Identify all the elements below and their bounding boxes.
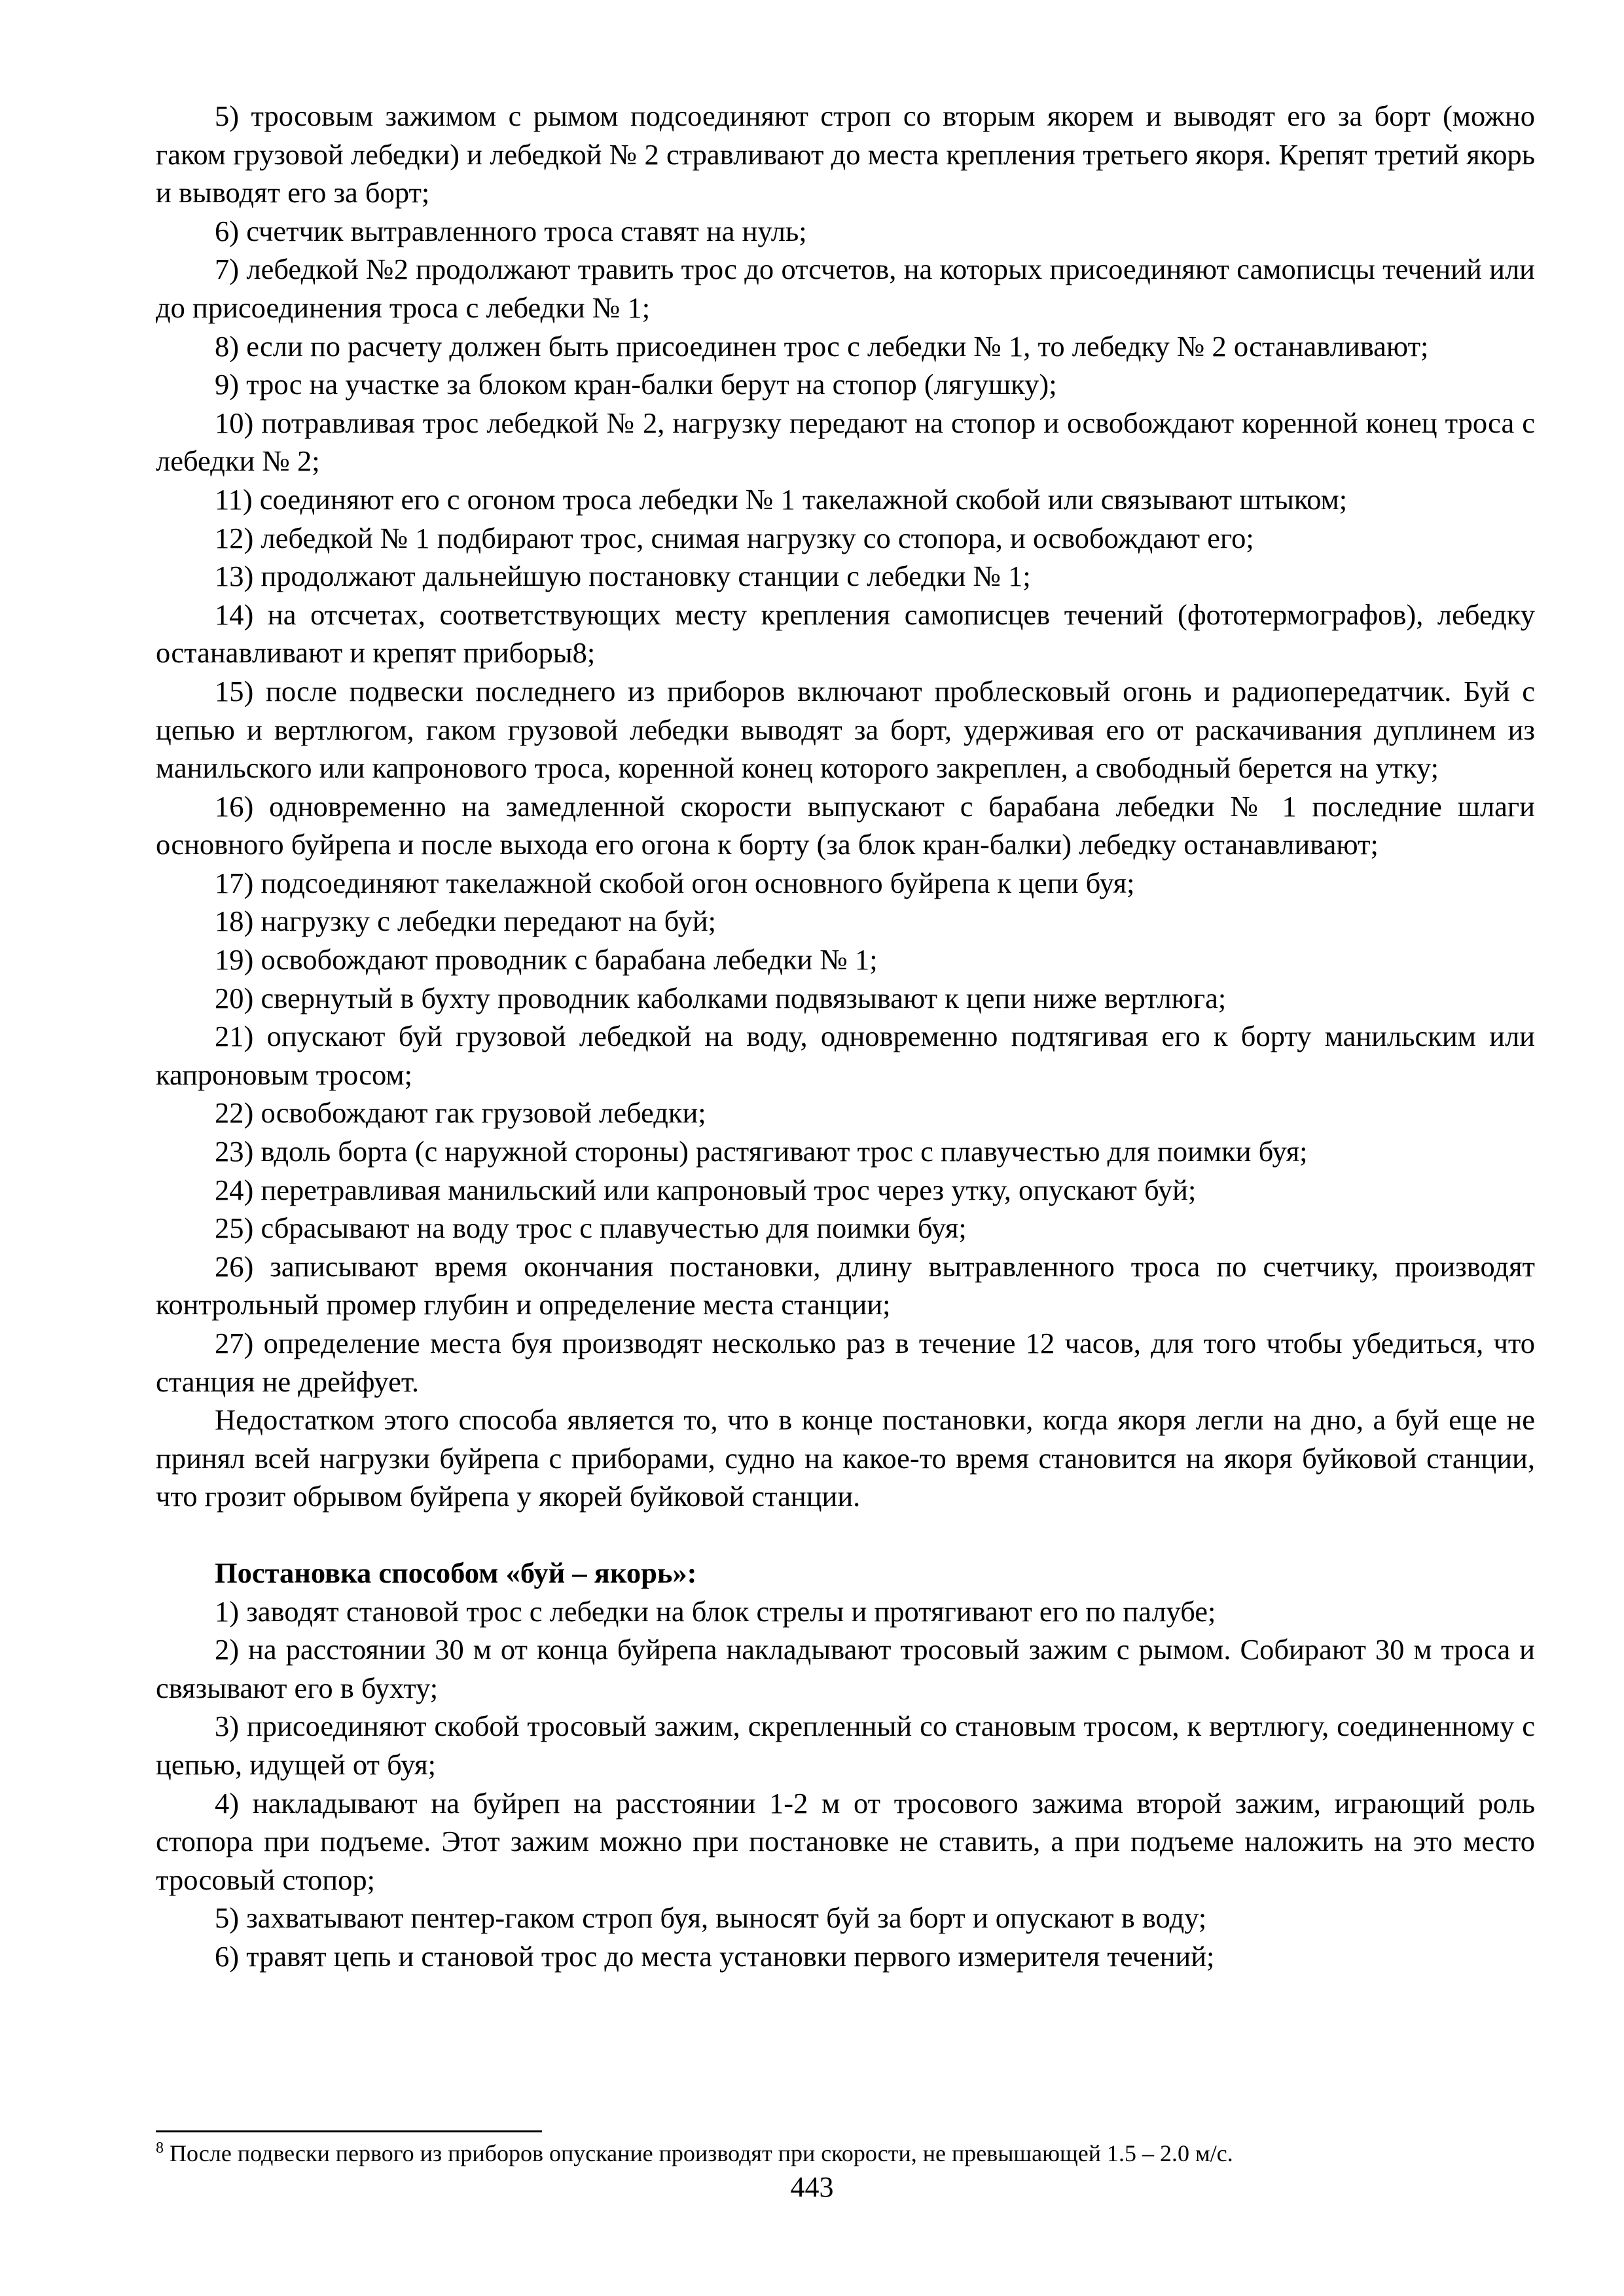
list-item-6: 6) счетчик вытравленного троса ставят на нуль; <box>215 214 807 247</box>
footnote <box>156 2139 1535 2168</box>
list-item-16: 16) одновременно на замедленной скорости выпускают с барабана лебедки № 1 последние шлаги основного буйрепа и после выхода его огона к борту (за блок кран-балки) лебедку останавливают; <box>156 789 1535 861</box>
list-item-11: 11) соединяют его с огоном троса лебедки № 1 такелажной скобой или связывают штыком; <box>215 482 1348 516</box>
footnote-text: После подвески первого из приборов опускание производят при скорости, не превышающей 1.5 – 2.0 м/с. <box>164 2140 1233 2166</box>
page-number: 443 <box>790 2171 834 2203</box>
section-list-item-5: 5) захватывают пентер-гаком строп буя, выносят буй за борт и опускают в воду; <box>215 1901 1207 1935</box>
list-item-21: 21) опускают буй грузовой лебедкой на воду, одновременно подтягивая его к борту манильским или капроновым тросом; <box>156 1020 1535 1091</box>
list-item-7: 7) лебедкой №2 продолжают травить трос до отсчетов, на которых присоединяют самописцы течений или до присоединения троса с лебедки № 1; <box>156 253 1535 324</box>
section-list-item-2: 2) на расстоянии 30 м от конца буйрепа накладывают тросовый зажим с рымом. Собирают 30 м троса и связывают его в бухту; <box>156 1633 1535 1704</box>
section-heading: Постановка способом «буй – якорь»: <box>215 1556 697 1589</box>
body-text <box>156 97 1535 1976</box>
list-item-10: 10) потравливая трос лебедкой № 2, нагрузку передают на стопор и освобождают коренной конец троса с лебедки № 2; <box>156 406 1535 478</box>
list-item-9: 9) трос на участке за блоком кран-балки берут на стопор (лягушку); <box>215 368 1057 401</box>
list-item-12: 12) лебедкой № 1 подбирают трос, снимая нагрузку со стопора, и освобождают его; <box>215 521 1254 554</box>
drawback-paragraph: Недостатком этого способа является то, что в конце постановки, когда якоря легли на дно, а буй еще не принял всей нагрузки буйрепа с приборами, судно на какое-то время становится на якоря буйковой станции, что грозит обрывом буйрепа у якорей буйковой станции. <box>156 1403 1535 1513</box>
footnote-separator <box>156 2130 542 2132</box>
list-item-14: 14) на отсчетах, соответствующих месту крепления самописцев течений (фототермографов), лебедку останавливают и крепят приборы8; <box>156 598 1535 670</box>
list-item-27: 27) определение места буя производят несколько раз в течение 12 часов, для того чтобы убедиться, что станция не дрейфует. <box>156 1327 1535 1398</box>
list-item-24: 24) перетравливая манильский или капроновый трос через утку, опускают буй; <box>215 1173 1197 1206</box>
list-item-18: 18) нагрузку с лебедки передают на буй; <box>215 905 717 938</box>
section-list-item-6: 6) травят цепь и становой трос до места установки первого измерителя течений; <box>215 1939 1215 1973</box>
list-item-5: 5) тросовым зажимом с рымом подсоединяют строп со вторым якорем и выводят его за борт (можно гаком грузовой лебедки) и лебедкой № 2 стравливают до места крепления третьего якоря. Крепят третий якорь и выводят его за борт; <box>156 99 1535 209</box>
list-item-8: 8) если по расчету должен быть присоединен трос с лебедки № 1, то лебедку № 2 останавливают; <box>215 329 1429 363</box>
list-item-17: 17) подсоединяют такелажной скобой огон основного буйрепа к цепи буя; <box>215 866 1135 899</box>
footnote-mark: 8 <box>156 2140 164 2157</box>
list-item-25: 25) сбрасывают на воду трос с плавучестью для поимки буя; <box>215 1211 967 1245</box>
section-list-item-1: 1) заводят становой трос с лебедки на блок стрелы и протягивают его по палубе; <box>215 1594 1216 1628</box>
list-item-19: 19) освобождают проводник с барабана лебедки № 1; <box>215 943 878 977</box>
list-item-26: 26) записывают время окончания постановки, длину вытравленного троса по счетчику, производят контрольный промер глубин и определение места станции; <box>156 1249 1535 1321</box>
list-item-15: 15) после подвески последнего из приборов включают проблесковый огонь и радиопередатчик. Буй с цепью и вертлюгом, гаком грузовой лебедки выводят за борт, удерживая его от раскачивания дуплинем из манильского или капронового троса, коренной конец которого закреплен, а свободный берется на утку; <box>156 674 1535 785</box>
list-item-23: 23) вдоль борта (с наружной стороны) растягивают трос с плавучестью для поимки буя; <box>215 1135 1308 1168</box>
list-item-20: 20) свернутый в бухту проводник каболками подвязывают к цепи ниже вертлюга; <box>215 981 1227 1014</box>
list-item-13: 13) продолжают дальнейшую постановку станции с лебедки № 1; <box>215 560 1031 593</box>
list-item-22: 22) освобождают гак грузовой лебедки; <box>215 1096 706 1130</box>
section-list-item-3: 3) присоединяют скобой тросовый зажим, скрепленный со становым тросом, к вертлюгу, соединенному с цепью, идущей от буя; <box>156 1710 1535 1781</box>
section-list-item-4: 4) накладывают на буйреп на расстоянии 1-2 м от тросового зажима второй зажим, играющий роль стопора при подъеме. Этот зажим можно при постановке не ставить, а при подъеме наложить на это место тросовый стопор; <box>156 1786 1535 1896</box>
